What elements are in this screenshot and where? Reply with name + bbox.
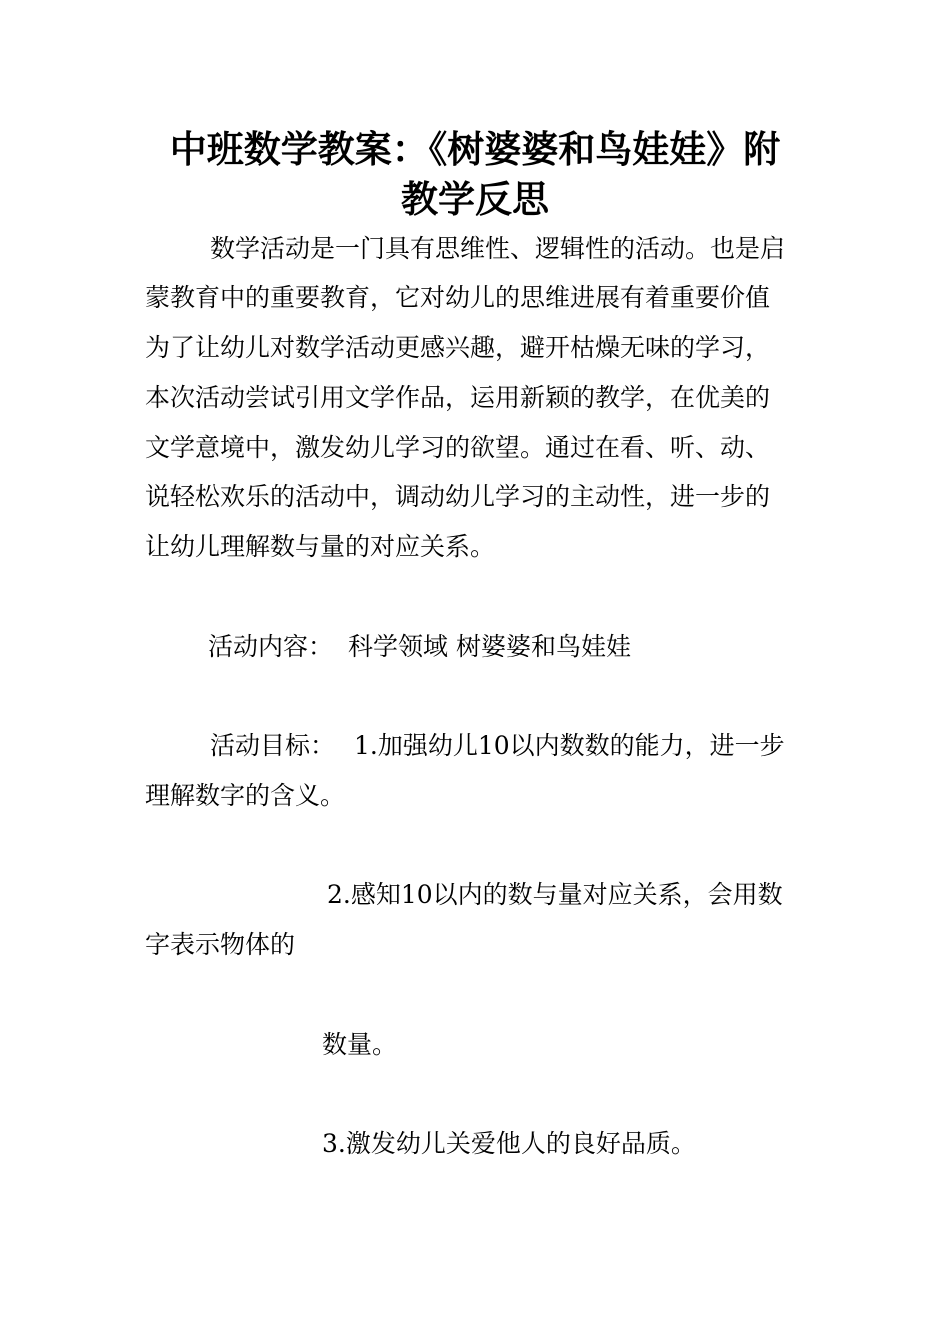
intro-line-7: 让幼儿理解数与量的对应关系。 <box>145 532 496 561</box>
content-label: 活动内容： <box>208 632 334 661</box>
document-title-line-2: 教学反思 <box>401 178 549 221</box>
intro-line-6: 说轻松欢乐的活动中，调动幼儿学习的主动性，进一步的 <box>145 482 771 511</box>
intro-line-5: 文学意境中，激发幼儿学习的欲望。通过在看、听、动、 <box>145 433 771 462</box>
goal-2-line-1: 2.感知10以内的数与量对应关系，会用数 <box>327 880 783 909</box>
goal-2-line-2: 字表示物体的 <box>145 930 296 959</box>
intro-line-3: 为了让幼儿对数学活动更感兴趣，避开枯燥无味的学习， <box>145 333 771 362</box>
document-title-line-1: 中班数学教案：《树婆婆和鸟娃娃》附 <box>169 128 781 171</box>
intro-line-2: 蒙教育中的重要教育，它对幼儿的思维进展有着重要价值 <box>145 283 771 312</box>
intro-line-1: 数学活动是一门具有思维性、逻辑性的活动。也是启 <box>210 234 786 263</box>
goals-label: 活动目标： <box>210 731 336 760</box>
goal-1-line-2: 理解数字的含义。 <box>145 781 346 810</box>
goal-3: 3.激发幼儿关爱他人的良好品质。 <box>322 1129 696 1158</box>
content-value: 科学领域 树婆婆和鸟娃娃 <box>348 632 631 661</box>
goal-2-line-3: 数量。 <box>322 1030 398 1059</box>
intro-line-4: 本次活动尝试引用文学作品，运用新颖的教学，在优美的 <box>145 383 771 412</box>
goal-1-line-1: 1.加强幼儿10以内数数的能力，进一步 <box>354 731 785 760</box>
